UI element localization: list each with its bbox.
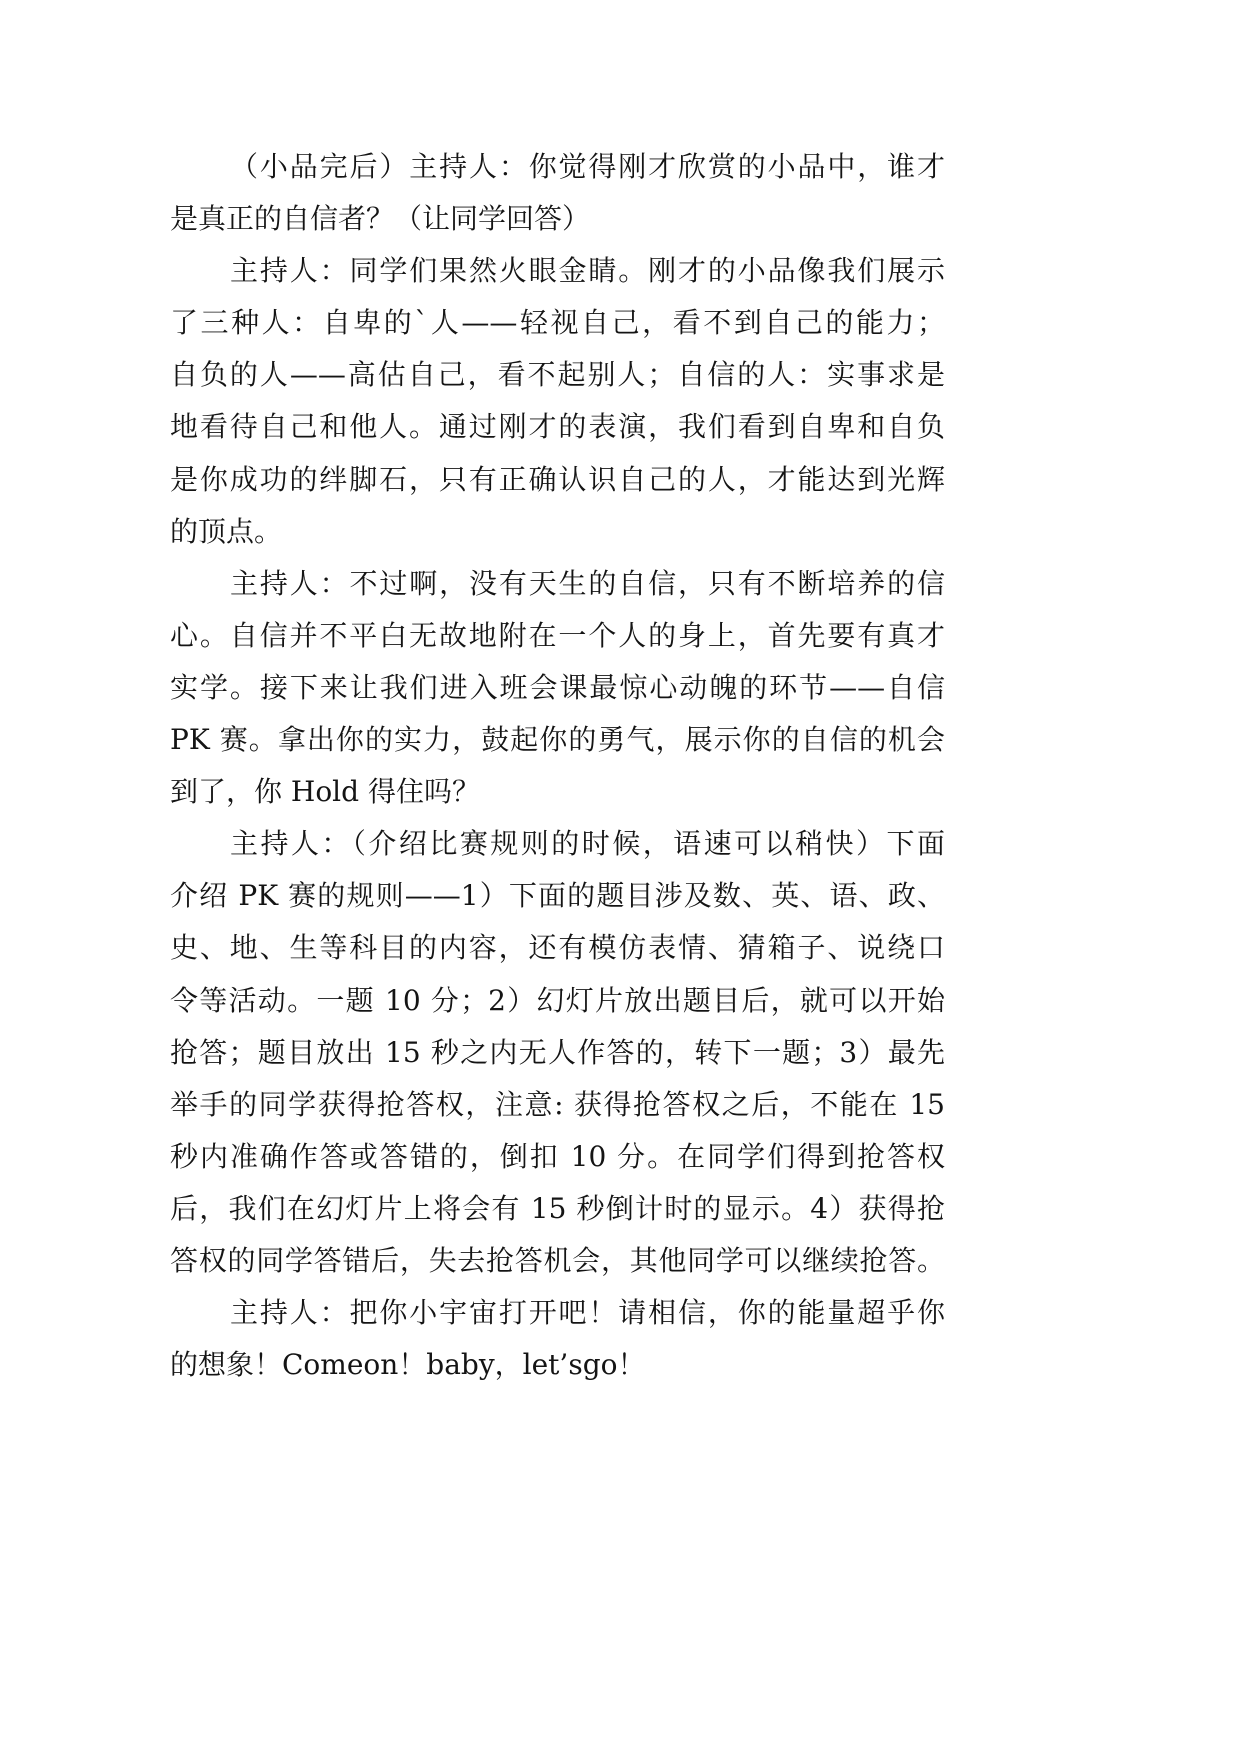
text-line: 主持人：不过啊，没有天生的自信，只有不断培养的信 xyxy=(230,566,945,600)
text-line: 地看待自己和他人。通过刚才的表演，我们看到自卑和自负 xyxy=(170,410,945,444)
text-line: （小品完后）主持人：你觉得刚才欣赏的小品中，谁才 xyxy=(230,150,945,183)
text-line: 了三种人：自卑的`人——轻视自己，看不到自己的能力； xyxy=(170,306,945,340)
text-line: 主持人：把你小宇宙打开吧！请相信，你的能量超乎你 xyxy=(230,1296,945,1330)
paragraph xyxy=(170,141,945,245)
text-line: 的顶点。 xyxy=(170,514,283,548)
text-line: 实学。接下来让我们进入班会课最惊心动魄的环节——自信 xyxy=(170,670,945,704)
text-line: 秒内准确作答或答错的，倒扣 10 分。在同学们得到抢答权 xyxy=(170,1139,945,1173)
text-line: 的想象！Comeon！baby，let’sgo！ xyxy=(170,1348,646,1382)
text-line: 后，我们在幻灯片上将会有 15 秒倒计时的显示。4）获得抢 xyxy=(170,1191,945,1225)
document-body xyxy=(170,141,945,1391)
text-line: 是真正的自信者？（让同学回答） xyxy=(170,202,591,236)
text-line: 令等活动。一题 10 分；2）幻灯片放出题目后，就可以开始 xyxy=(170,983,945,1017)
text-line: 介绍 PK 赛的规则——1）下面的题目涉及数、英、语、政、 xyxy=(170,879,945,913)
text-line: 答权的同学答错后，失去抢答机会，其他同学可以继续抢答。 xyxy=(170,1243,945,1277)
paragraph xyxy=(170,558,945,818)
text-line: 主持人：同学们果然火眼金睛。刚才的小品像我们展示 xyxy=(230,254,945,288)
paragraph xyxy=(170,1287,945,1391)
paragraph xyxy=(170,818,945,1287)
text-line: 主持人：（介绍比赛规则的时候，语速可以稍快）下面 xyxy=(230,827,945,861)
text-line: 自负的人——高估自己，看不起别人；自信的人：实事求是 xyxy=(170,358,945,392)
text-line: PK 赛。拿出你的实力，鼓起你的勇气，展示你的自信的机会 xyxy=(170,723,945,757)
text-line: 到了，你 Hold 得住吗？ xyxy=(170,775,480,809)
paragraph xyxy=(170,245,945,558)
text-line: 是你成功的绊脚石，只有正确认识自己的人，才能达到光辉 xyxy=(170,462,945,496)
text-line: 举手的同学获得抢答权，注意: 获得抢答权之后，不能在 15 xyxy=(170,1087,945,1121)
text-line: 心。自信并不平白无故地附在一个人的身上，首先要有真才 xyxy=(170,618,945,652)
text-line: 抢答；题目放出 15 秒之内无人作答的，转下一题；3）最先 xyxy=(170,1035,945,1069)
text-line: 史、地、生等科目的内容，还有模仿表情、猜箱子、说绕口 xyxy=(170,931,945,965)
